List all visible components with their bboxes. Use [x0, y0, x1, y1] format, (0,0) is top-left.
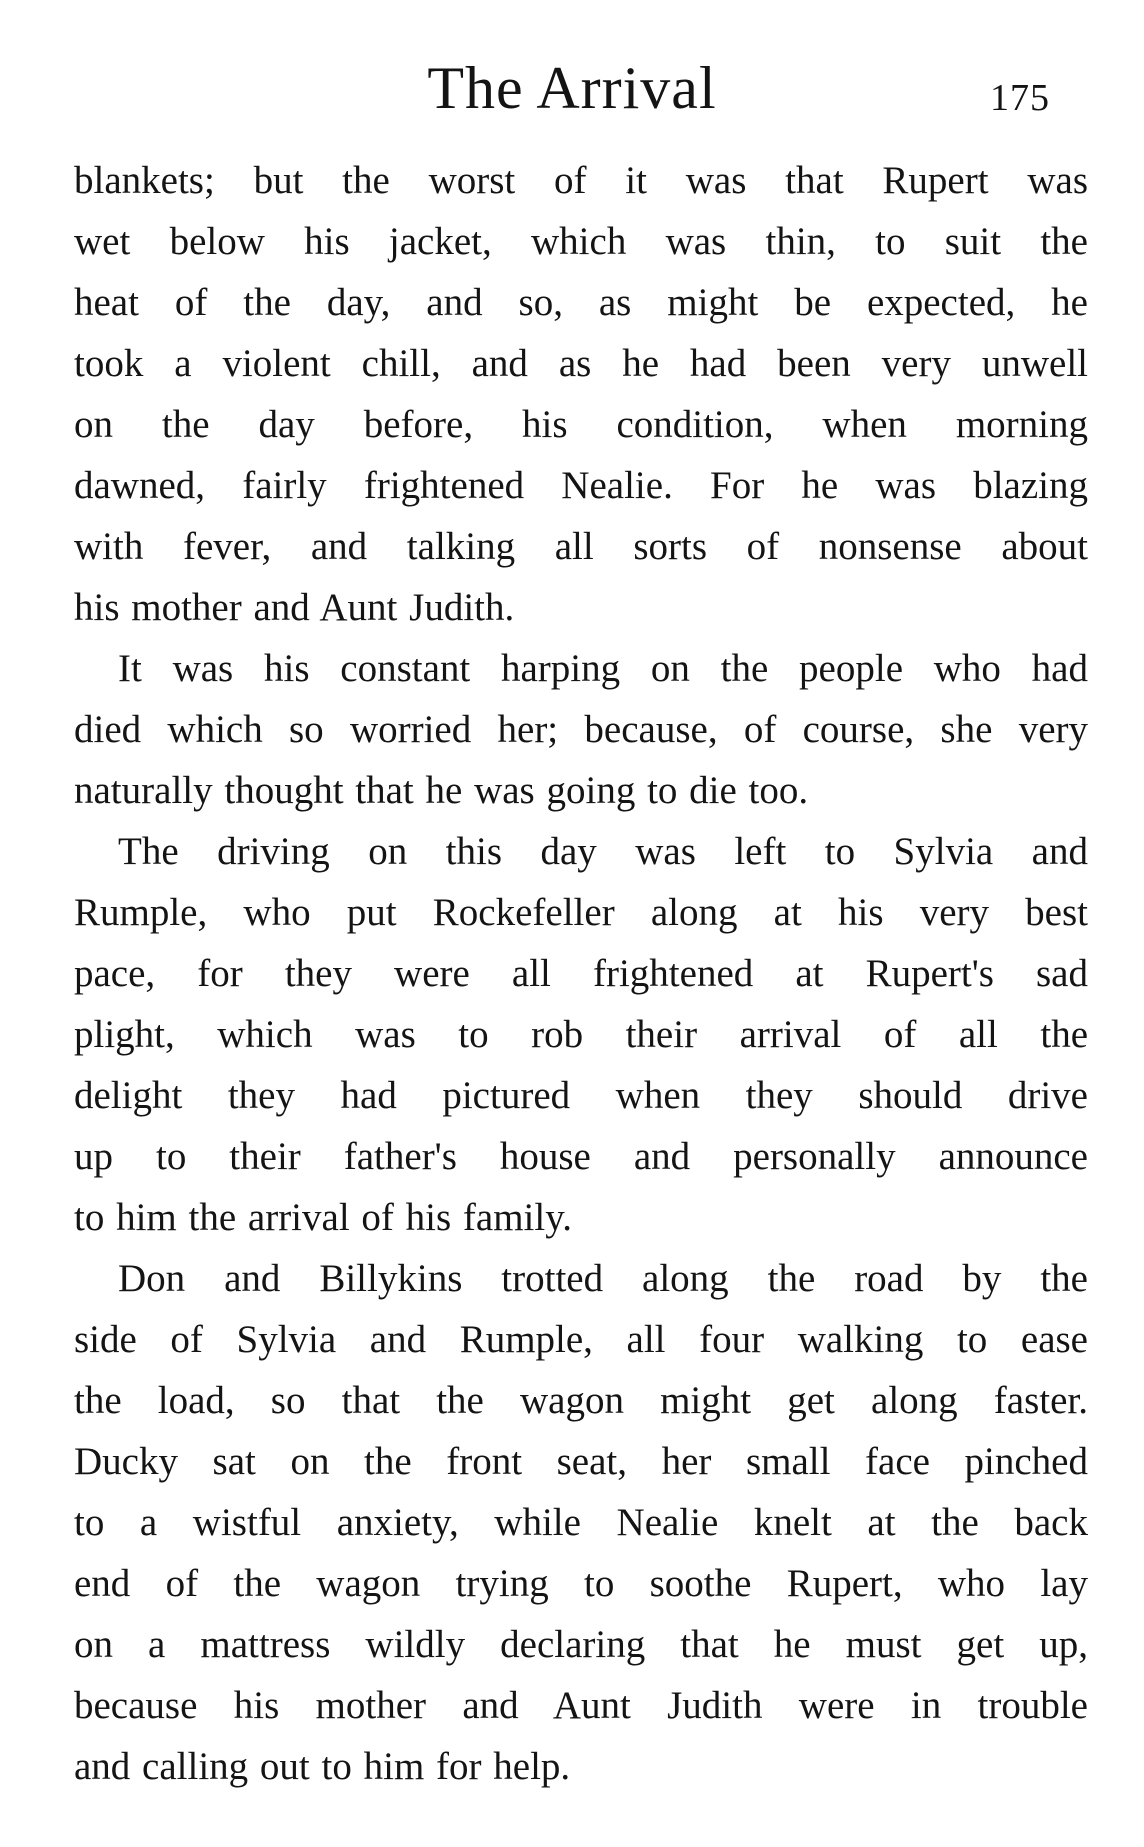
text-line: took a violent chill, and as he had been very unwell [74, 342, 1088, 385]
text-line: wet below his jacket, which was thin, to suit the [74, 220, 1088, 263]
text-line: died which so worried her; because, of course, she very [74, 708, 1088, 751]
text-line: Ducky sat on the front seat, her small face pinched [74, 1440, 1088, 1483]
text-line: Don and Billykins trotted along the road by the [118, 1257, 1088, 1300]
text-line: end of the wagon trying to soothe Rupert, who lay [74, 1562, 1088, 1605]
paragraph-4 [74, 1248, 1088, 1797]
text-line: heat of the day, and so, as might be expected, he [74, 281, 1088, 324]
text-line: because his mother and Aunt Judith were in trouble [74, 1684, 1088, 1727]
text-line: to a wistful anxiety, while Nealie knelt at the back [74, 1501, 1088, 1544]
running-title: The Arrival [427, 55, 717, 121]
text-line: with fever, and talking all sorts of nonsense about [74, 525, 1088, 568]
paragraph-3 [74, 821, 1088, 1248]
text-line: to him the arrival of his family. [74, 1196, 572, 1239]
paragraph-2 [74, 638, 1088, 821]
body-text [74, 150, 1088, 1797]
paragraph-1 [74, 150, 1088, 638]
text-line: his mother and Aunt Judith. [74, 586, 515, 629]
text-line: It was his constant harping on the people who had [118, 647, 1088, 690]
text-line: plight, which was to rob their arrival of all the [74, 1013, 1088, 1056]
text-line: on a mattress wildly declaring that he must get up, [74, 1623, 1088, 1666]
page-header [0, 48, 1144, 128]
text-line: Rumple, who put Rockefeller along at his very best [74, 891, 1088, 934]
text-line: side of Sylvia and Rumple, all four walking to ease [74, 1318, 1088, 1361]
text-line: pace, for they were all frightened at Rupert's sad [74, 952, 1088, 995]
text-line: delight they had pictured when they should drive [74, 1074, 1088, 1117]
text-line: on the day before, his condition, when morning [74, 403, 1088, 446]
text-line: the load, so that the wagon might get along faster. [74, 1379, 1088, 1422]
page-number: 175 [990, 77, 1050, 119]
text-line: dawned, fairly frightened Nealie. For he was blazing [74, 464, 1088, 507]
text-line: and calling out to him for help. [74, 1745, 571, 1788]
text-line: blankets; but the worst of it was that Rupert was [74, 159, 1088, 202]
text-line: The driving on this day was left to Sylvia and [118, 830, 1088, 873]
text-line: naturally thought that he was going to die too. [74, 769, 809, 812]
text-line: up to their father's house and personally announce [74, 1135, 1088, 1178]
